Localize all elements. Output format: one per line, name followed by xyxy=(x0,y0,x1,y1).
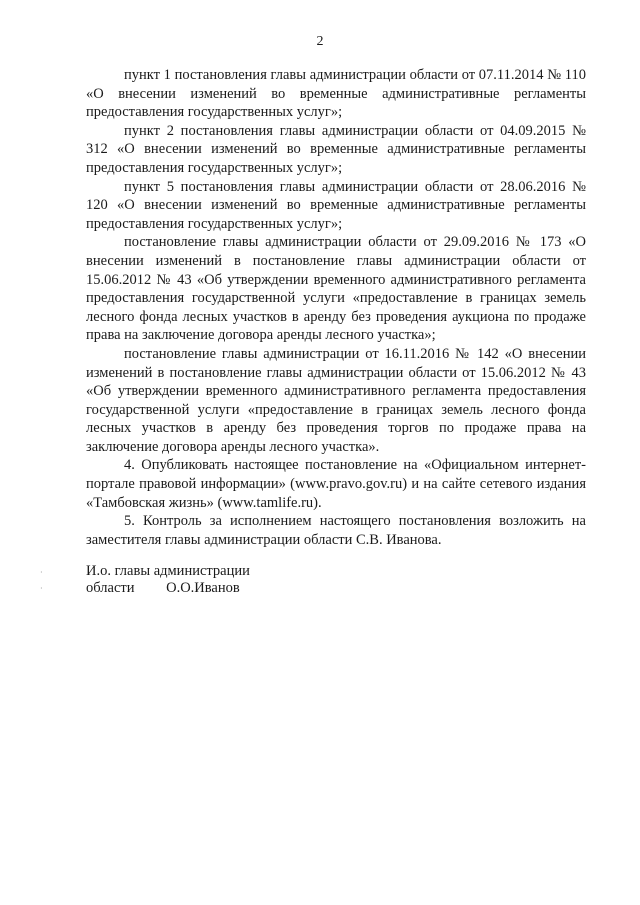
signature-title: И.о. главы администрации xyxy=(86,563,250,579)
paragraph-item-3: пункт 5 постановления главы администрации области от 28.06.2016 № 120 «О внесении изменений во временные административные регламенты предоставления государственных услуг»; xyxy=(86,178,586,232)
page-number: 2 xyxy=(316,34,324,49)
paragraph-item-1: пункт 1 постановления главы администрации области от 07.11.2014 № 110 «О внесении изменений во временные административные регламенты предоставления государственных услуг»; xyxy=(86,67,586,121)
paragraph-resolution-173: постановление главы администрации области от 29.09.2016 № 173 «О внесении изменений в постановление главы администрации области от 15.06.2012 № 43 «Об утверждении временного административного регламента предоставления государственной услуги «предоставление в границах земель лесного фонда лесных участков в аренду без проведения аукциона по продаже права на заключение договора аренды лесного участка»; xyxy=(86,234,586,344)
margin-mark: · xyxy=(40,584,43,593)
signature-region: области xyxy=(86,580,135,596)
signature-block xyxy=(86,563,250,597)
signature-line xyxy=(86,580,250,597)
paragraph-point-5: 5. Контроль за исполнением настоящего постановления возложить на заместителя главы администрации области С.В. Иванова. xyxy=(86,513,586,548)
paragraph-resolution-142: постановление главы администрации от 16.11.2016 № 142 «О внесении изменений в постановление главы администрации области от 15.06.2012 № 43 «Об утверждении временного административного регламента предоставления государственной услуги «предоставление в границах земель лесного фонда лесных участков в аренду без проведения торгов по продаже права на заключение договора аренды лесного участка». xyxy=(86,345,586,455)
margin-mark: · xyxy=(40,568,43,577)
signatory-name: О.О.Иванов xyxy=(166,580,240,596)
document-body xyxy=(86,66,586,549)
paragraph-item-2: пункт 2 постановления главы администрации области от 04.09.2015 № 312 «О внесении изменений во временные административные регламенты предоставления государственных услуг»; xyxy=(86,122,586,176)
paragraph-point-4: 4. Опубликовать настоящее постановление на «Официальном интернет-портале правовой информации» (www.pravo.gov.ru) и на сайте сетевого издания «Тамбовская жизнь» (www.tamlife.ru). xyxy=(86,457,586,511)
